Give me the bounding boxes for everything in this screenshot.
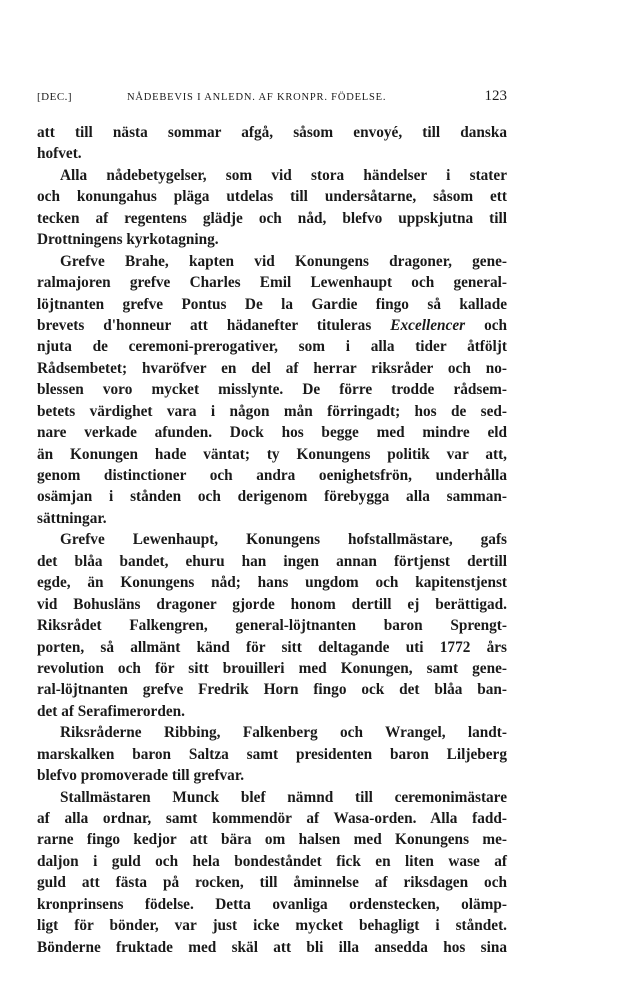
- text-line: Grefve Brahe, kapten vid Konungens dragoner, gene-: [60, 252, 507, 270]
- text-line: ligt för bönder, var just icke mycket behagligt i ståndet.: [37, 917, 507, 935]
- text-line: att till nästa sommar afgå, såsom envoyé, till danska: [37, 124, 507, 141]
- text-fragment: och: [484, 316, 508, 334]
- text-line: och konungahus pläga utdelas till undersåtarne, såsom ett: [37, 188, 507, 206]
- text-line: osämjan i stånden och derigenom förebygga alla samman-: [37, 488, 507, 506]
- text-line: Alla nådebetygelser, som vid stora händelser i stater: [60, 166, 507, 184]
- text-line: Bönderne fruktade med skäl att bli illa ansedda hos sina: [37, 938, 507, 956]
- text-line: nare verkade afunden. Dock hos begge med mindre eld: [37, 424, 507, 442]
- page-number: 123: [484, 88, 507, 104]
- header-chapter-title: NÅDEBEVIS I ANLEDN. AF KRONPR. FÖDELSE.: [127, 92, 387, 103]
- text-line: blessen voro mycket misslynte. De förre trodde rådsem-: [37, 381, 507, 399]
- text-line: tecken af regentens glädje och nåd, blefvo uppskjutna till: [37, 209, 507, 227]
- text-line: njuta de ceremoni-prerogativer, som i alla tider åtföljt: [37, 338, 507, 356]
- text-line: af alla ordnar, samt kommendör af Wasa-orden. Alla fadd-: [37, 810, 507, 827]
- text-line: än Konungen hade väntat; ty Konungens politik var att,: [37, 445, 507, 463]
- text-line: guld att fästa på rocken, till åminnelse af riksdagen och: [37, 874, 507, 892]
- text-line: det blåa bandet, ehuru han ingen annan förtjenst dertill: [37, 552, 507, 570]
- text-line: porten, så allmänt känd för sitt deltagande uti 1772 års: [37, 638, 507, 656]
- book-page: [37, 88, 507, 958]
- body-text: [37, 122, 507, 958]
- text-line: rarne fingo kedjor att bära om halsen med Konungens me-: [37, 831, 507, 849]
- italic-term: Excellencer: [390, 316, 466, 334]
- text-line: vid Bohusläns dragoner gjorde honom dertill ej berättigad.: [37, 595, 507, 613]
- text-line: hofvet.: [37, 145, 82, 163]
- text-line: det af Serafimerorden.: [37, 702, 185, 720]
- text-line: marskalken baron Saltza samt presidenten baron Liljeberg: [37, 745, 507, 763]
- text-line: [37, 315, 507, 336]
- text-line: Rådsembetet; hvaröfver en del af herrar riksråder och no-: [37, 359, 507, 377]
- text-line: genom distinctioner och andra oenighetsfrön, underhålla: [37, 467, 507, 484]
- text-line: Drottningens kyrkotagning.: [37, 231, 219, 249]
- text-line: betets värdighet vara i någon mån förringadt; hos de sed-: [37, 402, 507, 420]
- text-line: blefvo promoverade till grefvar.: [37, 767, 245, 785]
- running-header: [37, 88, 507, 112]
- text-line: Stallmästaren Munck blef nämnd till ceremonimästare: [60, 788, 507, 806]
- text-line: sättningar.: [37, 509, 107, 527]
- header-section-label: [DEC.]: [37, 91, 73, 103]
- text-fragment: brevets d'honneur att hädanefter tituleras: [37, 316, 372, 334]
- text-line: Grefve Lewenhaupt, Konungens hofstallmästare, gafs: [60, 531, 507, 549]
- text-line: revolution och för sitt brouilleri med Konungen, samt gene-: [37, 659, 507, 677]
- text-line: daljon i guld och hela bondeståndet fick en liten wase af: [37, 852, 507, 870]
- text-line: ralmajoren grefve Charles Emil Lewenhaupt och general-: [37, 274, 507, 292]
- text-line: kronprinsens födelse. Detta ovanliga ordenstecken, olämp-: [37, 895, 507, 913]
- text-line: löjtnanten grefve Pontus De la Gardie fingo så kallade: [37, 295, 507, 313]
- text-line: egde, än Konungens nåd; hans ungdom och kapitenstjenst: [37, 574, 507, 592]
- text-line: ral-löjtnanten grefve Fredrik Horn fingo ock det blåa ban-: [37, 681, 507, 699]
- text-line: Riksråderne Ribbing, Falkenberg och Wrangel, landt-: [60, 724, 507, 742]
- text-line: Riksrådet Falkengren, general-löjtnanten baron Sprengt-: [37, 617, 507, 635]
